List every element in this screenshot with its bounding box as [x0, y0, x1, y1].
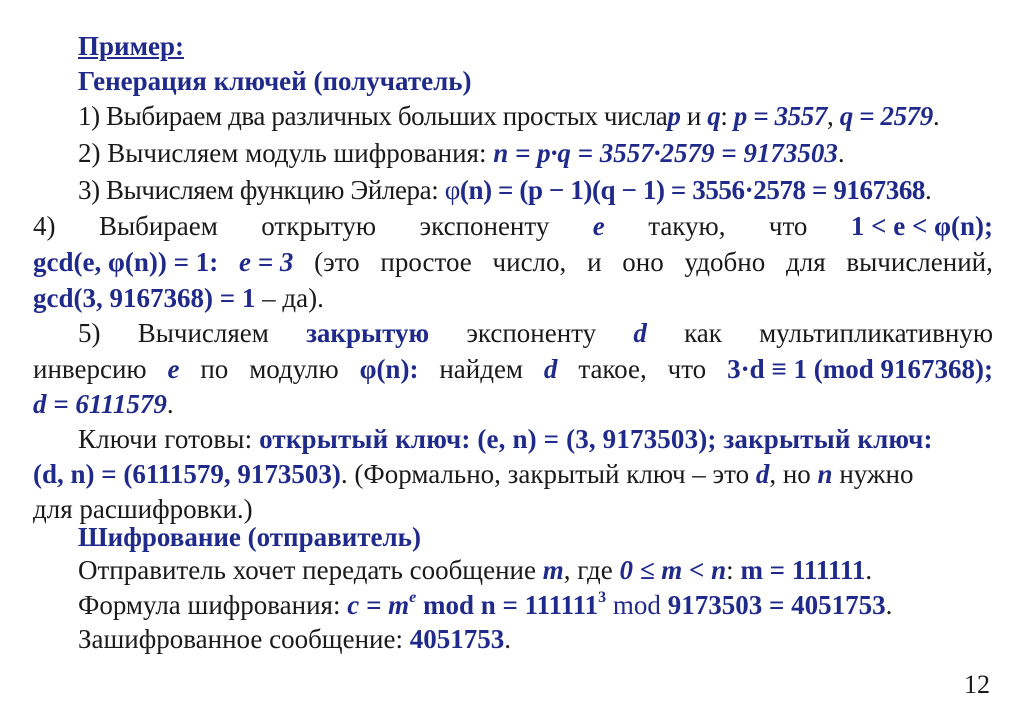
keys-rest: . (Формально, закрытый ключ – это	[340, 459, 756, 489]
enc1-cond: 0 ≤ m < n	[619, 555, 727, 585]
step5-word: что	[667, 354, 707, 384]
example-heading: Пример:	[78, 31, 184, 61]
enc3-end: .	[504, 624, 511, 654]
step1-q: q	[707, 101, 721, 131]
keys-private: (d, n) = (6111579, 9173503)	[33, 459, 341, 489]
step4-word: открытую	[261, 211, 377, 241]
page-number: 12	[964, 670, 990, 699]
step4-word: 4)	[33, 211, 56, 241]
step1-p-eq: p = 3557	[733, 101, 827, 131]
step1-comma: ,	[826, 101, 840, 131]
step5-word: найдем	[439, 354, 524, 384]
keys-public: открытый ключ: (e, n) = (3, 9173503); закрытый ключ:	[259, 424, 933, 454]
step2-formula: n = p·q = 3557·2579 = 9173503	[493, 138, 838, 168]
step5-line3	[33, 387, 174, 421]
step5-end: .	[166, 389, 174, 419]
step4-word: простое	[380, 247, 472, 277]
step5-word: модулю	[249, 354, 339, 384]
step5-word: инверсию	[33, 354, 147, 384]
enc-line2	[78, 588, 892, 622]
enc3-prefix: Зашифрованное сообщение:	[78, 624, 410, 654]
step4-e-eq: e = 3	[238, 247, 294, 277]
step4-line3	[33, 281, 324, 315]
enc-line3	[78, 622, 511, 656]
enc1-m: m	[542, 555, 564, 585]
step5-d-value: d = 6111579	[33, 389, 167, 419]
step5-phi: φ(n):	[359, 354, 419, 384]
step3-end: .	[925, 175, 932, 205]
enc1-value: m = 111111	[740, 555, 866, 585]
step5-congruence: 3·d ≡ 1 (mod 9167368);	[727, 354, 993, 384]
step5-word: как	[684, 318, 722, 348]
keys-needed: нужно	[832, 459, 914, 489]
keys-prefix: Ключи готовы:	[78, 424, 260, 454]
step5-word: по	[200, 354, 229, 384]
enc1-prefix: Отправитель хочет передать сообщение	[78, 555, 543, 585]
enc1-where: , где	[563, 555, 620, 585]
step1-prefix: 1) Выбираем два различных больших простых числа	[78, 101, 668, 131]
enc2-prefix: Формула шифрования:	[78, 590, 348, 620]
step5-line1	[78, 316, 993, 350]
step1-line	[78, 99, 939, 133]
step5-word: экспоненту	[466, 318, 597, 348]
step5-e: e	[167, 354, 180, 384]
step1-colon: :	[720, 101, 734, 131]
step4-word: для	[786, 247, 826, 277]
enc-subheading: Шифрование (отправитель)	[78, 522, 421, 552]
step4-word: и	[587, 247, 602, 277]
step3-phi: φ	[444, 175, 460, 205]
enc2-end: .	[885, 590, 893, 620]
keys-d: d	[755, 459, 770, 489]
step4-word: удобно	[684, 247, 766, 277]
step2-prefix: 2) Вычисляем модуль шифрования:	[78, 138, 494, 168]
step5-line2	[33, 352, 993, 386]
step4-line2	[33, 245, 993, 279]
step4-word: (это	[314, 247, 360, 277]
step1-end: .	[932, 101, 940, 131]
keys-line2	[33, 457, 914, 491]
step4-condition: 1 < e < φ(n);	[850, 211, 993, 241]
enc2-result: 9173503 = 4051753	[667, 590, 886, 620]
step4-word: экспоненту	[419, 211, 550, 241]
step1-and: и	[680, 101, 708, 131]
step3-formula: (n) = (p − 1)(q − 1) = 3556·2578 = 9167368	[459, 175, 926, 205]
enc2-c-eq: c = m	[347, 590, 410, 620]
step5-word: 5)	[78, 318, 101, 348]
enc1-colon: :	[726, 555, 741, 585]
step5-d2: d	[543, 354, 558, 384]
step4-word: оно	[622, 247, 664, 277]
step5-word: Вычисляем	[137, 318, 269, 348]
step4-e: e	[592, 211, 605, 241]
step4-gcd-check: gcd(3, 9167368) = 1	[33, 283, 256, 313]
step4-gcd: gcd(e, φ(n)) = 1:	[33, 247, 219, 277]
step5-word: такое,	[578, 354, 647, 384]
step1-p: p	[667, 101, 681, 131]
step2-end: .	[837, 138, 845, 168]
keys-n: n	[817, 459, 833, 489]
step4-word: число,	[492, 247, 567, 277]
keys-line3: для расшифровки.)	[33, 494, 253, 524]
enc2-mod-n: mod n = 111111	[416, 590, 599, 620]
enc-line1	[78, 553, 872, 587]
step3-line	[78, 173, 931, 207]
step5-word: мультипликативную	[759, 318, 993, 348]
step2-line	[78, 136, 845, 170]
step4-word: что	[768, 211, 808, 241]
keygen-subheading: Генерация ключей (получатель)	[78, 66, 472, 96]
step4-word: Выбираем	[98, 211, 218, 241]
enc1-end: .	[865, 555, 873, 585]
step5-d: d	[633, 318, 647, 348]
step4-word: вычислений,	[846, 247, 993, 277]
enc2-exp-e: e	[409, 589, 417, 606]
step1-q-eq: q = 2579	[839, 101, 933, 131]
step3-prefix: 3) Вычисляем функцию Эйлера:	[78, 175, 445, 205]
step5-closed: закрытую	[306, 318, 430, 348]
keys-line1	[78, 422, 933, 456]
step4-word: такую,	[648, 211, 726, 241]
enc3-value: 4051753	[409, 624, 505, 654]
enc2-exp-3: 3	[598, 589, 607, 606]
step4-rest: – да).	[255, 283, 324, 313]
step4-line1	[33, 209, 993, 243]
enc2-mod: mod	[606, 590, 668, 620]
keys-but: , но	[769, 459, 818, 489]
